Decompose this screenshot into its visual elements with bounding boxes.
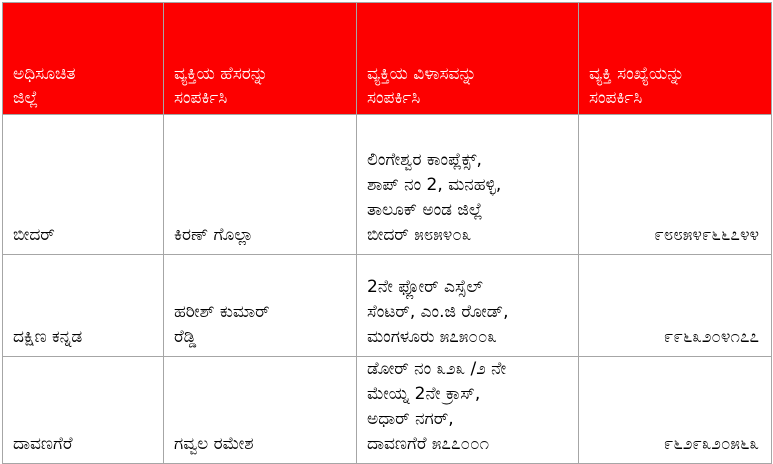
contact-address-cell: ಲಿಂಗೇಶ್ವರ ಕಾಂಪ್ಲೆಕ್ಸ್, ಶಾಪ್ ನಂ 2, ಮನಹಳ್ಳಿ, ತಾಲೂಕ್ ಅಂಡ ಜಿಲ್ಲೆ ಬೀದರ್ ೫೮೫೪೦೩ xyxy=(357,115,579,255)
header-contact-name: ವ್ಯಕ್ತಿಯ ಹೆಸರನ್ನು ಸಂಪರ್ಕಿಸಿ xyxy=(164,3,357,115)
header-district: ಅಧಿಸೂಚಿತ ಜಿಲ್ಲೆ xyxy=(3,3,164,115)
table-row xyxy=(3,255,772,357)
contact-name-cell: ಹರೀಶ್ ಕುಮಾರ್ ರೆಡ್ಡಿ xyxy=(164,255,357,357)
contact-name-cell: ಕಿರಣ್ ಗೊಲ್ಲಾ xyxy=(164,115,357,255)
contact-number-cell: ೯೮೮೫೪೯೬೬೭೪೪ xyxy=(579,115,772,255)
table-row xyxy=(3,115,772,255)
header-contact-number: ವ್ಯಕ್ತಿ ಸಂಖ್ಯೆಯನ್ನು ಸಂಪರ್ಕಿಸಿ xyxy=(579,3,772,115)
contact-number-cell: ೯೯೬೩೨೦೪೧೭೭ xyxy=(579,255,772,357)
contact-name-cell: ಗವ್ವಲ ರಮೇಶ xyxy=(164,357,357,464)
header-contact-address: ವ್ಯಕ್ತಿಯ ವಿಳಾಸವನ್ನು ಸಂಪರ್ಕಿಸಿ xyxy=(357,3,579,115)
contact-address-cell: 2ನೇ ಫ್ಲೋರ್ ಎಸ್ಸೆಲ್ ಸೆಂಟರ್, ಎಂ.ಜಿ ರೋಡ್, ಮಂಗಳೂರು ೫೭೫೦೦೩ xyxy=(357,255,579,357)
district-cell: ಬೀದರ್ xyxy=(3,115,164,255)
contact-table xyxy=(2,2,772,464)
contact-address-cell: ಡೋರ್ ನಂ ೩೨೩ /೨ ನೇ ಮೇಯ್ನ 2ನೇ ಕ್ರಾಸ್, ಅಧಾರ್ ನಗರ್, ದಾವಣಗೆರೆ ೫೭೭೦೦೧ xyxy=(357,357,579,464)
district-cell: ದಕ್ಷಿಣ ಕನ್ನಡ xyxy=(3,255,164,357)
header-row xyxy=(3,3,772,115)
district-cell: ದಾವಣಗೆರೆ xyxy=(3,357,164,464)
table-row xyxy=(3,357,772,464)
contact-number-cell: ೯೬೨೯೩೨೦೫೬೩ xyxy=(579,357,772,464)
